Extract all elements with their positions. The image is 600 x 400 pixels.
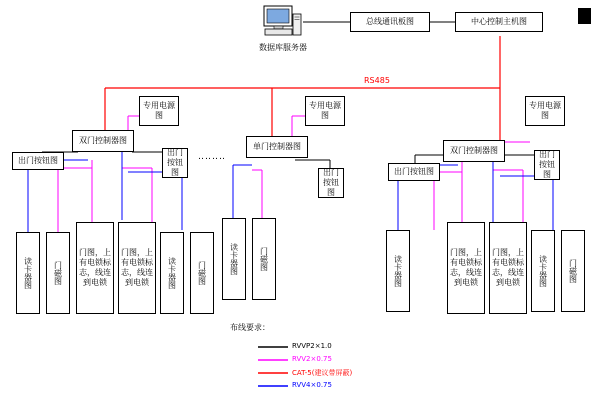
door-lock-note-right-1[interactable]: 门图，上有电锁标志，线连到电锁: [447, 222, 485, 314]
database-server-icon: [262, 4, 304, 38]
legend-item-1: RVV2×0.75: [292, 355, 332, 363]
legend-item-2: CAT-5(建议带屏蔽): [292, 369, 353, 377]
exit-button-mid-1[interactable]: 出门按钮图: [318, 168, 344, 198]
door-lock-note-left-1[interactable]: 门图，上有电锁标志，线连到电锁: [76, 222, 114, 314]
bus-communication-board[interactable]: 总线通讯板图: [350, 12, 430, 32]
power-supply-left[interactable]: 专用电源图: [139, 96, 179, 126]
card-reader-right-2[interactable]: 读卡器图: [531, 230, 555, 312]
power-supply-mid[interactable]: 专用电源图: [305, 96, 345, 126]
power-supply-right[interactable]: 专用电源图: [525, 96, 565, 126]
card-reader-left-2[interactable]: 读卡器图: [160, 232, 184, 314]
door-magnet-mid-1[interactable]: 门磁图: [252, 218, 276, 300]
door-magnet-right-1[interactable]: 门磁图: [561, 230, 585, 312]
card-reader-mid-1[interactable]: 读卡器图: [222, 218, 246, 300]
db-server-label: 数据库服务器: [248, 40, 318, 56]
card-reader-left-1[interactable]: 读卡器图: [16, 232, 40, 314]
door-magnet-left-1[interactable]: 门磁图: [46, 232, 70, 314]
rs485-label: RS485: [364, 76, 390, 85]
decorative-black-block: [578, 8, 591, 24]
door-magnet-left-2[interactable]: 门磁图: [190, 232, 214, 314]
door-lock-note-right-2[interactable]: 门图，上有电锁标志，线连到电锁: [489, 222, 527, 314]
dual-door-controller-left[interactable]: 双门控制器图: [72, 130, 134, 152]
exit-button-left-1[interactable]: 出门按钮图: [12, 152, 64, 170]
card-reader-right-1[interactable]: 读卡器图: [386, 230, 410, 312]
exit-button-right-1[interactable]: 出门按钮图: [388, 163, 440, 181]
exit-button-right-2[interactable]: 出门按钮图: [534, 150, 560, 180]
continuation-dots: ‥‥‥‥: [198, 152, 227, 162]
central-control-host[interactable]: 中心控制主机图: [455, 12, 543, 32]
door-lock-note-left-2[interactable]: 门图，上有电锁标志，线连到电锁: [118, 222, 156, 314]
legend-item-3: RVV4×0.75: [292, 381, 332, 389]
legend-title: 布线要求：: [230, 323, 270, 332]
single-door-controller-mid[interactable]: 单门控制器图: [246, 136, 308, 158]
dual-door-controller-right[interactable]: 双门控制器图: [443, 140, 505, 162]
legend-item-0: RVVP2×1.0: [292, 342, 332, 350]
exit-button-left-2[interactable]: 出门按钮图: [162, 148, 188, 178]
